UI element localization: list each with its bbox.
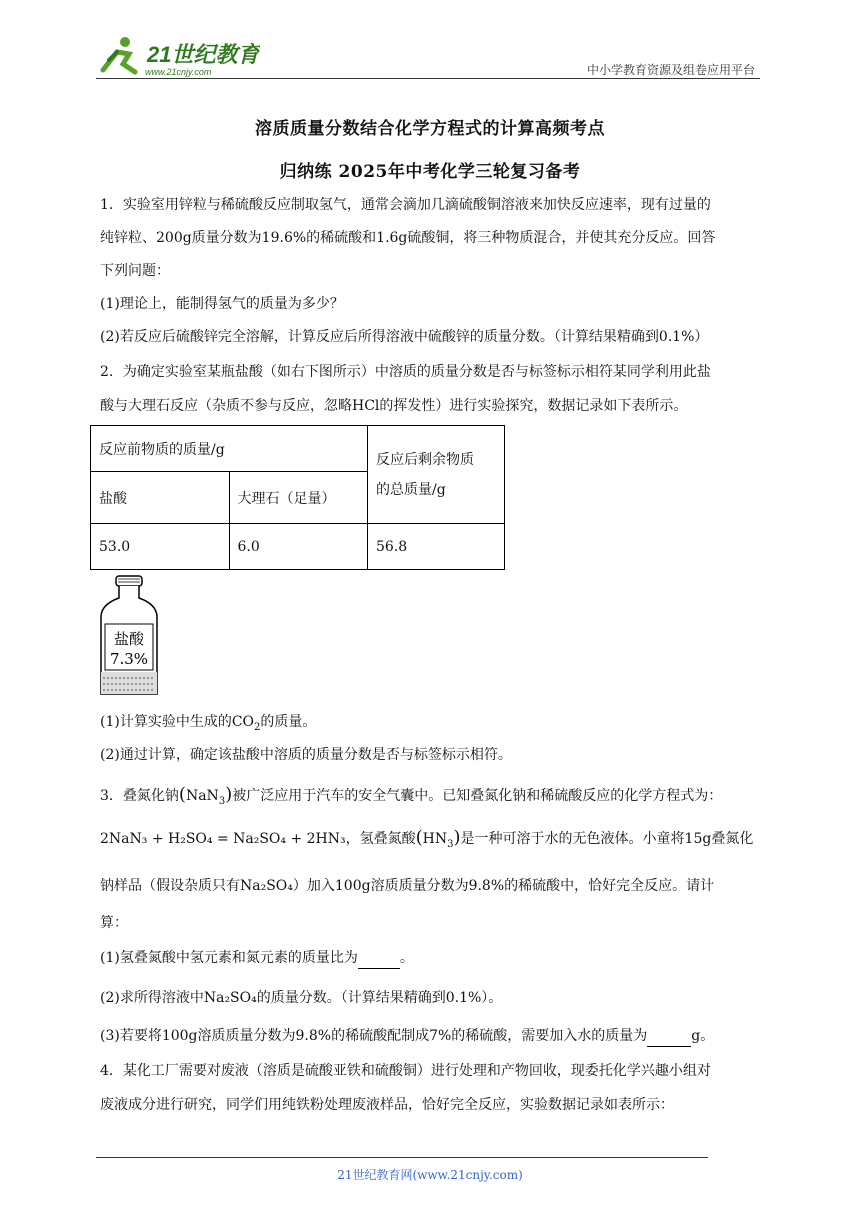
- header-divider: [96, 78, 760, 79]
- table-header-after-1: 反应后剩余物质: [376, 451, 474, 468]
- q1-sub2: (2)若反应后硫酸锌完全溶解，计算反应后所得溶液中硫酸锌的质量分数。（计算结果精确到0.1%）: [100, 329, 709, 345]
- page-title: 溶质质量分数结合化学方程式的计算高频考点: [255, 119, 605, 139]
- table-val-hcl: 53.0: [91, 524, 230, 570]
- platform-label: 中小学教育资源及组卷应用平台: [586, 63, 755, 77]
- q1-line2: 纯锌粒、200g质量分数为19.6%的稀硫酸和1.6g硫酸铜，将三种物质混合，并使其充分反应。回答: [100, 230, 716, 246]
- q2-line2: 酸与大理石反应（杂质不参与反应，忽略HCl的挥发性）进行实验探究，数据记录如下表所示。: [100, 398, 688, 414]
- table-header-after-2: 的总质量/g: [376, 481, 446, 498]
- footer-link[interactable]: 21世纪教育网(www.21cnjy.com): [337, 1168, 523, 1182]
- q3-line2: 2NaN₃ + H₂SO₄ = Na₂SO₄ + 2HN₃，氢叠氮酸$(HN_3)$是一种可溶于水的无色液体。小童将15g叠氮化: [100, 827, 754, 850]
- q3-sub2: (2)求所得溶液中Na₂SO₄的质量分数。（计算结果精确到0.1%）。: [100, 990, 503, 1006]
- answer-blank[interactable]: [358, 948, 400, 969]
- q3-sub1: (1)氢叠氮酸中氢元素和氮元素的质量比为 。: [100, 948, 764, 969]
- logo-url: www.21cnjy.com: [145, 67, 212, 77]
- table-val-marble: 6.0: [229, 524, 368, 570]
- q3-line4: 算：: [100, 915, 128, 931]
- table-col-marble: 大理石（足量）: [229, 472, 368, 524]
- footer-divider: [96, 1157, 708, 1158]
- q3-line3: 钠样品（假设杂质只有Na₂SO₄）加入100g溶质质量分数为9.8%的稀硫酸中，恰好完全反应。请计: [100, 878, 715, 894]
- q3-line1: 3．叠氮化钠(NaN$_3$)被广泛应用于汽车的安全气囊中。已知叠氮化钠和稀硫酸反应的化学方程式为：: [100, 784, 723, 807]
- table-header-after: [368, 426, 505, 524]
- q1-line1: 1．实验室用锌粒与稀硫酸反应制取氢气，通常会滴加几滴硫酸铜溶液来加快反应速率，现有过量的: [100, 197, 711, 213]
- table-val-after: 56.8: [368, 524, 505, 570]
- table-col-hcl: 盐酸: [91, 472, 230, 524]
- q1-line3: 下列问题：: [100, 263, 170, 279]
- logo-text: 21世纪教育: [147, 42, 260, 67]
- q2-sub2: (2)通过计算，确定该盐酸中溶质的质量分数是否与标签标示相符。: [100, 747, 512, 763]
- q4-line2: 废液成分进行研究，同学们用纯铁粉处理废液样品，恰好完全反应，实验数据记录如表所示：: [100, 1097, 674, 1113]
- q3-equation: 2NaN₃ + H₂SO₄ = Na₂SO₄ + 2HN₃: [100, 831, 346, 847]
- q2-sub1: (1)计算实验中生成的$CO_2$的质量。: [100, 714, 317, 733]
- answer-blank[interactable]: [647, 1026, 691, 1047]
- table-header-before: 反应前物质的质量/g: [91, 426, 368, 472]
- bottle-label-name: 盐酸: [113, 630, 145, 648]
- q1-sub1: (1)理论上，能制得氢气的质量为多少？: [100, 296, 344, 312]
- q2-data-table: [90, 425, 505, 570]
- bottle-label-percent: 7.3%: [109, 650, 149, 668]
- page-subtitle: 归纳练 2025年中考化学三轮复习备考: [279, 162, 581, 182]
- q4-line1: 4．某化工厂需要对废液（溶质是硫酸亚铁和硫酸铜）进行处理和产物回收，现委托化学兴趣小组对: [100, 1063, 711, 1079]
- hcl-bottle-image: [98, 574, 160, 698]
- q2-line1: 2．为确定实验室某瓶盐酸（如右下图所示）中溶质的质量分数是否与标签标示相符某同学利用此盐: [100, 364, 711, 380]
- q3-sub3: (3)若要将100g溶质质量分数为9.8%的稀硫酸配制成7%的稀硫酸，需要加入水的质量为 g。: [100, 1026, 764, 1047]
- site-logo: [95, 32, 260, 82]
